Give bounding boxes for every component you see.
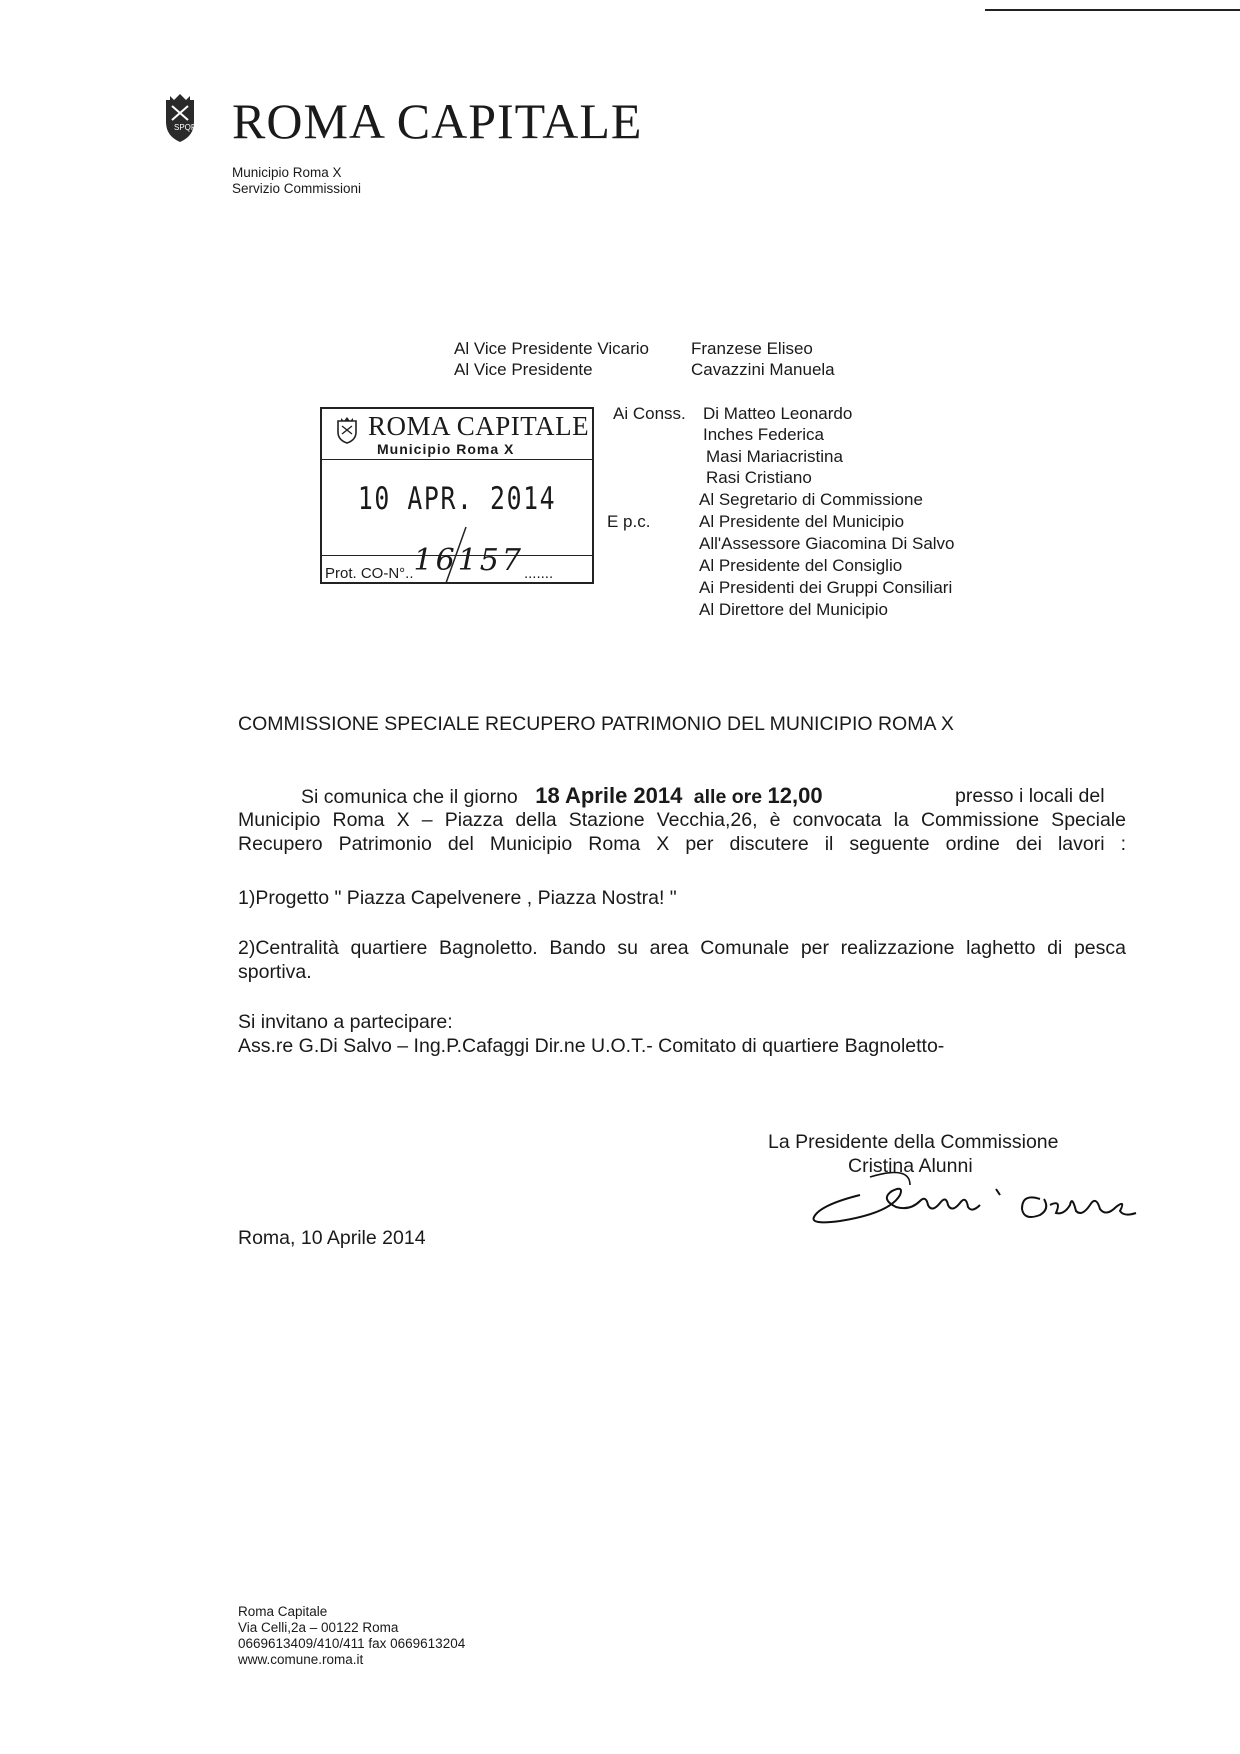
footer-address: Via Celli,2a – 00122 Roma bbox=[238, 1620, 399, 1635]
body-line-1-end: presso i locali del bbox=[955, 785, 1105, 807]
meeting-date: 18 Aprile 2014 bbox=[535, 783, 683, 808]
agenda-item-1: 1)Progetto " Piazza Capelvenere , Piazza Nostra! " bbox=[238, 887, 677, 909]
footer-phone: 0669613409/410/411 fax 0669613204 bbox=[238, 1636, 466, 1651]
agenda-item-2-line2: sportiva. bbox=[238, 961, 312, 983]
footer-org: Roma Capitale bbox=[238, 1604, 328, 1619]
stamp-subtitle: Municipio Roma X bbox=[377, 441, 515, 457]
stamp-title: ROMA CAPITALE bbox=[368, 411, 590, 441]
stamp-header bbox=[322, 409, 592, 460]
stamp-pen-stroke bbox=[440, 525, 470, 585]
footer-website: www.comune.roma.it bbox=[238, 1652, 364, 1667]
invitees-line: Ass.re G.Di Salvo – Ing.P.Cafaggi Dir.ne U.O.T.- Comitato di quartiere Bagnoletto- bbox=[238, 1035, 945, 1057]
epc-recipient: Ai Presidenti dei Gruppi Consiliari bbox=[699, 578, 953, 597]
top-rule bbox=[985, 9, 1240, 11]
service-line: Servizio Commissioni bbox=[232, 181, 362, 196]
councillor-name: Masi Mariacristina bbox=[706, 447, 843, 466]
councillor-name: Rasi Cristiano bbox=[706, 468, 812, 487]
roma-emblem-icon bbox=[160, 92, 200, 144]
epc-label: E p.c. bbox=[607, 512, 651, 531]
svg-text:SPQR: SPQR bbox=[174, 123, 197, 132]
epc-recipient: Al Presidente del Consiglio bbox=[699, 556, 903, 575]
epc-recipient: Al Presidente del Municipio bbox=[699, 512, 905, 531]
subject-line: COMMISSIONE SPECIALE RECUPERO PATRIMONIO DEL MUNICIPIO ROMA X bbox=[238, 713, 954, 735]
stamp-protocol-row: Prot. CO-N°..16157....... bbox=[322, 555, 592, 582]
body-intro: Si comunica che il giorno bbox=[301, 786, 518, 808]
recipient-role: Al Vice Presidente bbox=[454, 360, 593, 379]
stamp-emblem-icon bbox=[336, 416, 358, 444]
recipient-name: Franzese Eliseo bbox=[691, 339, 813, 358]
councillor-name: Di Matteo Leonardo bbox=[703, 404, 853, 423]
handwritten-signature bbox=[800, 1155, 1180, 1235]
signature-title: La Presidente della Commissione bbox=[768, 1131, 1059, 1153]
recipient-name: Cavazzini Manuela bbox=[691, 360, 835, 379]
epc-recipient: All'Assessore Giacomina Di Salvo bbox=[699, 534, 955, 553]
body-line-1 bbox=[301, 784, 823, 809]
logo-title: ROMA CAPITALE bbox=[232, 93, 643, 149]
meeting-time: 12,00 bbox=[767, 783, 823, 808]
signatory-name: Cristina Alunni bbox=[848, 1155, 973, 1177]
agenda-item-2-line1: 2)Centralità quartiere Bagnoletto. Bando su area Comunale per realizzazione laghetto di pesca bbox=[238, 937, 1126, 959]
segretario-line: Al Segretario di Commissione bbox=[699, 490, 923, 509]
protocol-number: 16157 bbox=[413, 543, 524, 578]
councillor-name: Inches Federica bbox=[703, 425, 824, 444]
recipient-role: Al Vice Presidente Vicario bbox=[454, 339, 649, 358]
protocol-label: Prot. CO-N° bbox=[325, 565, 406, 582]
department-line: Municipio Roma X bbox=[232, 165, 342, 180]
place-date: Roma, 10 Aprile 2014 bbox=[238, 1227, 426, 1249]
body-line-2: Municipio Roma X – Piazza della Stazione Vecchia,26, è convocata la Commissione Speciale bbox=[238, 809, 1126, 831]
body-line-3: Recupero Patrimonio del Municipio Roma X per discutere il seguente ordine dei lavori : bbox=[238, 833, 1126, 855]
epc-recipient: Al Direttore del Municipio bbox=[699, 600, 888, 619]
stamp-date: 10 APR. 2014 bbox=[357, 481, 557, 517]
conss-label: Ai Conss. bbox=[613, 404, 686, 423]
invite-label: Si invitano a partecipare: bbox=[238, 1011, 453, 1033]
meeting-time-label: alle ore bbox=[693, 786, 763, 808]
